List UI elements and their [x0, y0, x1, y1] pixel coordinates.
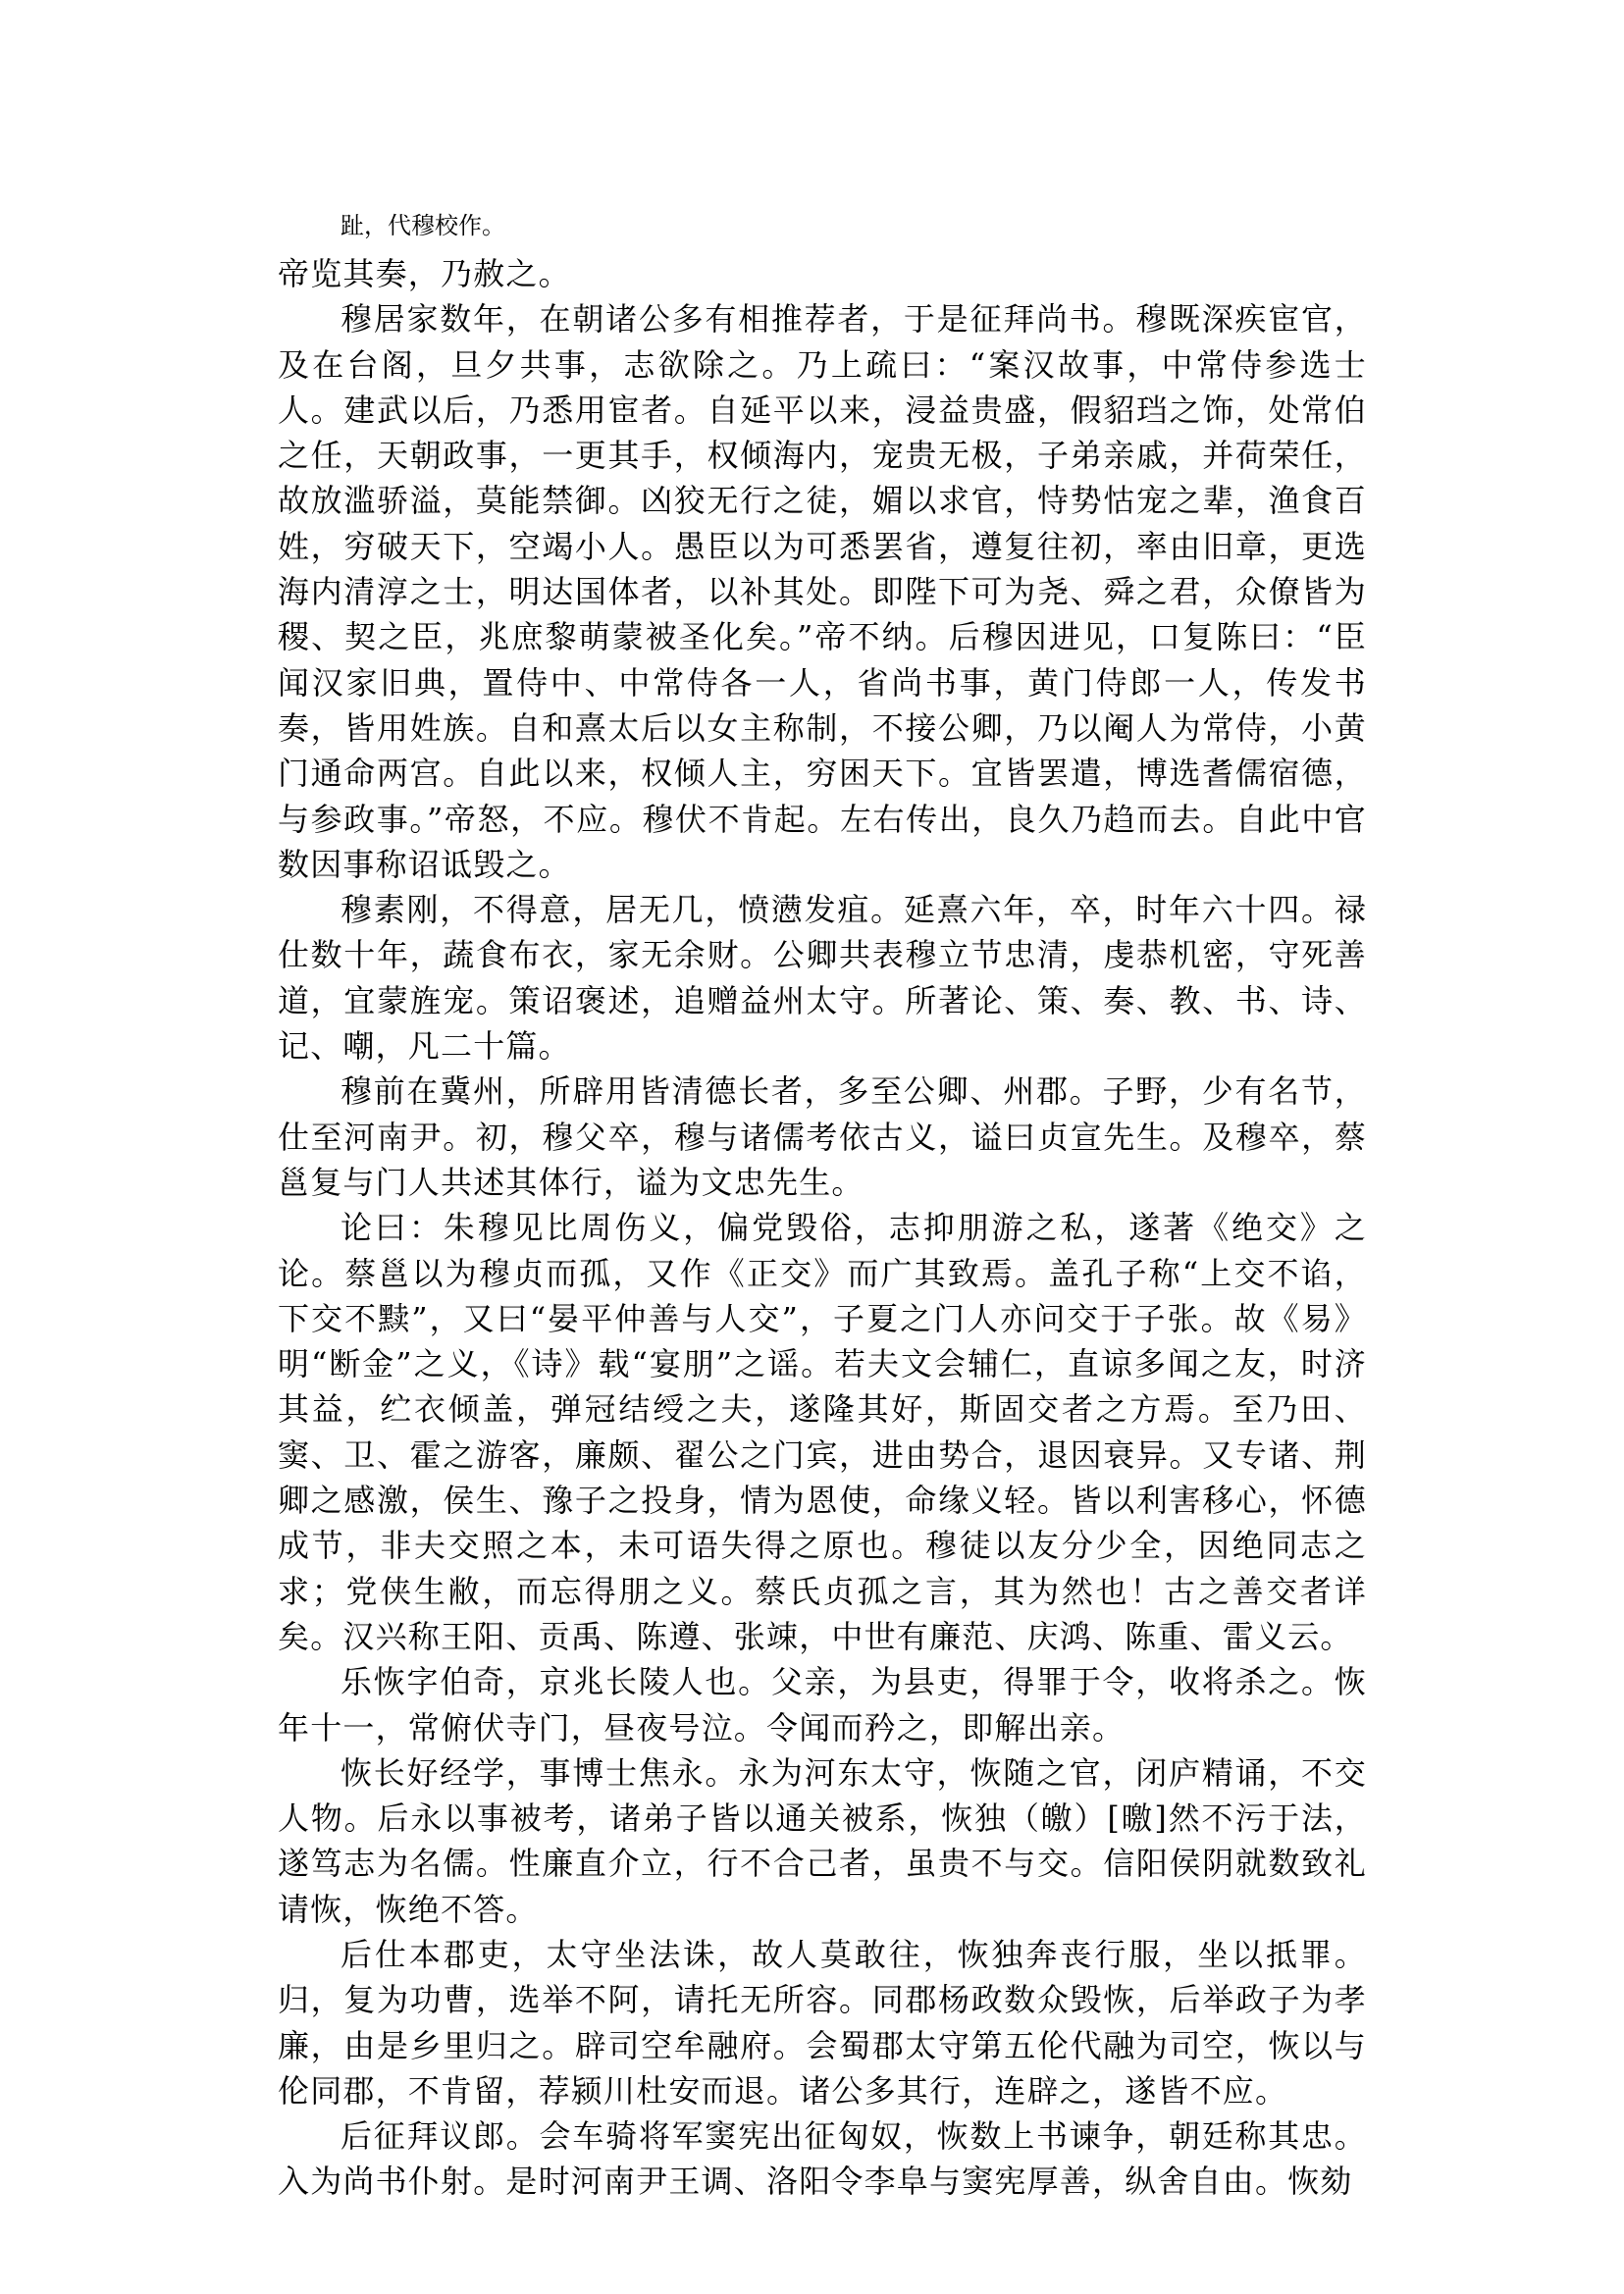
paragraph-1: 帝览其奏，乃赦之。 — [278, 255, 571, 292]
paragraph-2: 穆居家数年，在朝诸公多有相推荐者，于是征拜尚书。穆既深疾宦官，及在台阁，旦夕共事，志欲除之。乃上疏曰：“案汉故事，中常侍参选士人。建武以后，乃悉用宦者。自延平以来，浸益贵盛，假貂珰之饰，处常伯之任，天朝政事，一更其手，权倾海内，宠贵无极，子弟亲戚，并荷荣任，故放滥骄溢，莫能禁御。凶狡无行之徒，媚以求官，恃势怙宠之辈，渔食百姓，穷破天下，空竭小人。愚臣以为可悉罢省，遵复往初，率由旧章，更选海内清淳之士，明达国体者，以补其处。即陛下可为尧、舜之君，众僚皆为稷、契之臣，兆庶黎萌蒙被圣化矣。”帝不纳。后穆因进见，口复陈曰：“臣闻汉家旧典，置侍中、中常侍各一人，省尚书事，黄门侍郎一人，传发书奏，皆用姓族。自和熹太后以女主称制，不接公卿，乃以阉人为常侍，小黄门通命两宫。自此以来，权倾人主，穷困天下。宜皆罢遣，博选耆儒宿德，与参政事。”帝怒，不应。穆伏不肯起。左右传出，良久乃趋而去。自此中官数因事称诏诋毁之。 — [278, 300, 1367, 883]
document-page — [278, 206, 1367, 2205]
paragraph-3: 穆素刚，不得意，居无几，愤懑发疽。延熹六年，卒，时年六十四。禄仕数十年，蔬食布衣，家无余财。公卿共表穆立节忠清，虔恭机密，守死善道，宜蒙旌宠。策诏褒述，追赠益州太守。所著论、策、奏、教、书、诗、记、嘲，凡二十篇。 — [278, 891, 1367, 1066]
paragraph-8: 后仕本郡吏，太守坐法诛，故人莫敢往，恢独奔丧行服，坐以抵罪。归，复为功曹，选举不阿，请托无所容。同郡杨政数众毁恢，后举政子为孝廉，由是乡里归之。辟司空牟融府。会蜀郡太守第五伦代融为司空，恢以与伦同郡，不肯留，荐颍川杜安而退。诸公多其行，连辟之，遂皆不应。 — [278, 1935, 1367, 2110]
annotation-note: 趾，代穆校作。 — [341, 212, 505, 239]
paragraph-5: 论曰：朱穆见比周伤义，偏党毁俗，志抑朋游之私，遂著《绝交》之论。蔡邕以为穆贞而孤，又作《正交》而广其致焉。盖孔子称“上交不谄，下交不黩”，又曰“晏平仲善与人交”，子夏之门人亦问交于子张。故《易》明“断金”之义，《诗》载“宴朋”之谣。若夫文会辅仁，直谅多闻之友，时济其益，纻衣倾盖，弹冠结绶之夫，遂隆其好，斯固交者之方焉。至乃田、窦、卫、霍之游客，廉颇、翟公之门宾，进由势合，退因衰异。又专诸、荆卿之感激，侯生、豫子之投身，情为恩使，命缘义轻。皆以利害移心，怀德成节，非夫交照之本，未可语失得之原也。穆徒以友分少全，因绝同志之求；党侠生敝，而忘得朋之义。蔡氏贞孤之言，其为然也！古之善交者详矣。汉兴称王阳、贡禹、陈遵、张竦，中世有廉范、庆鸿、陈重、雷义云。 — [278, 1209, 1367, 1655]
paragraph-6: 乐恢字伯奇，京兆长陵人也。父亲，为县吏，得罪于令，收将杀之。恢年十一，常俯伏寺门，昼夜号泣。令闻而矜之，即解出亲。 — [278, 1663, 1367, 1747]
paragraph-4: 穆前在冀州，所辟用皆清德长者，多至公卿、州郡。子野，少有名节，仕至河南尹。初，穆父卒，穆与诸儒考依古义，谥曰贞宣先生。及穆卒，蔡邕复与门人共述其体行，谥为文忠先生。 — [278, 1072, 1367, 1201]
paragraph-9: 后征拜议郎。会车骑将军窦宪出征匈奴，恢数上书谏争，朝廷称其忠。入为尚书仆射。是时河南尹王调、洛阳令李阜与窦宪厚善，纵舍自由。恢劾 — [278, 2117, 1367, 2201]
paragraph-7: 恢长好经学，事博士焦永。永为河东太守，恢随之官，闭庐精诵，不交人物。后永以事被考，诸弟子皆以通关被系，恢独（皦）[曒]然不污于法，遂笃志为名儒。性廉直介立，行不合己者，虽贵不与交。信阳侯阴就数致礼请恢，恢绝不答。 — [278, 1753, 1367, 1928]
